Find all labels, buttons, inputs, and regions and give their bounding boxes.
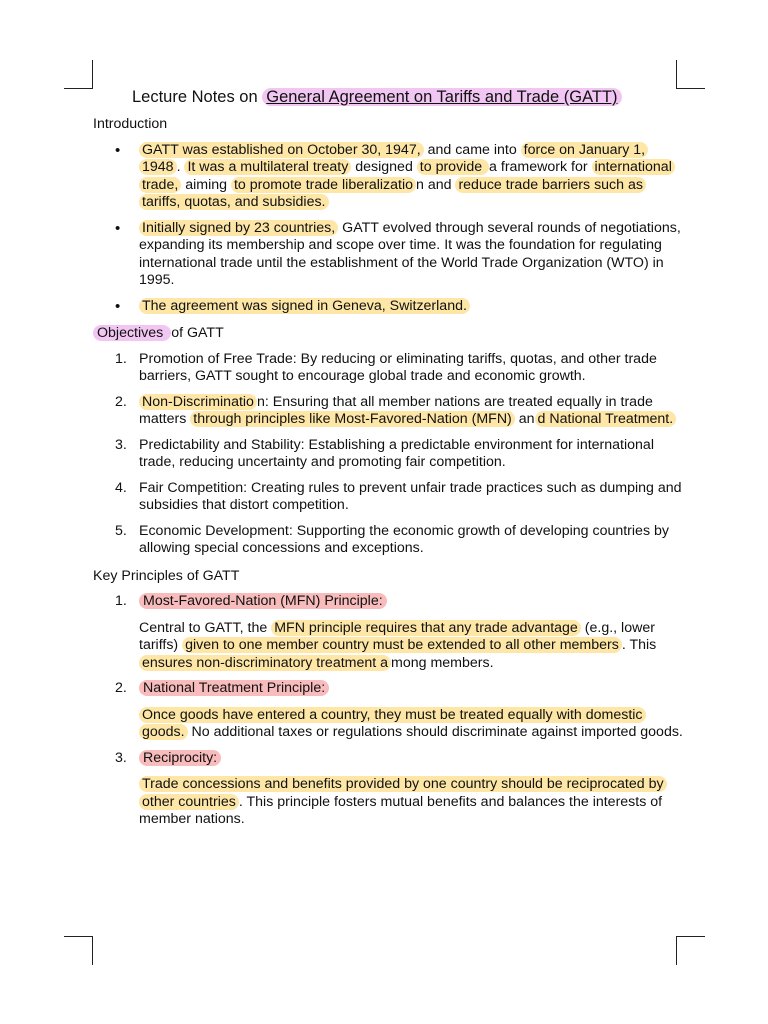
text: designed — [351, 159, 417, 175]
objectives-list — [93, 351, 683, 558]
highlight-text: to provide — [417, 159, 489, 175]
text: n and — [415, 176, 456, 193]
highlight-text: GATT was established on October 30, 1947, — [139, 142, 424, 158]
title-highlight: General Agreement on Tariffs and Trade (GATT) — [262, 88, 621, 106]
text: . This — [621, 637, 657, 653]
principle-detail — [139, 707, 683, 742]
crop-mark-top-right — [676, 60, 705, 89]
principle-detail — [139, 776, 683, 829]
highlight-text: Non-Discriminatio — [139, 394, 257, 410]
text: (e.g., lower tariffs) — [139, 619, 655, 653]
text: n: Ensuring that all member nations are treated equally in trade matters — [139, 393, 653, 427]
list-item — [93, 680, 683, 742]
highlight-text: Initially signed by 23 countries, — [139, 220, 338, 236]
list-number: 3. — [115, 749, 127, 766]
principle-title: National Treatment Principle: — [139, 680, 329, 696]
list-item — [93, 437, 683, 472]
list-item — [93, 394, 683, 429]
list-number: 4. — [115, 479, 127, 496]
list-item — [93, 593, 683, 672]
highlight-text: d National Treatment. — [535, 411, 677, 427]
highlight-text: ensures non-discriminatory treatment a — [139, 655, 391, 671]
text: mong members. — [391, 654, 494, 671]
list-item — [93, 351, 683, 386]
highlight-text: international trade, — [139, 159, 675, 193]
text: an — [514, 411, 535, 427]
list-item — [93, 142, 683, 212]
section-heading-introduction: Introduction — [93, 116, 168, 132]
list-item — [93, 523, 683, 558]
crop-mark-bottom-left — [64, 936, 93, 965]
list-item — [93, 220, 683, 290]
list-item — [93, 298, 683, 316]
introduction-list — [93, 142, 683, 316]
text: aiming — [181, 176, 231, 193]
heading-highlight: Objectives — [93, 325, 171, 341]
text: Predictability and Stability: Establishing a predictable environment for international trade, reducing uncertainty and promoting fair competition. — [139, 436, 654, 470]
principle-title: Reciprocity: — [139, 750, 221, 766]
text: GATT evolved through several rounds of negotiations, expanding its membership and scope over time. It was the foundation for regulating international trade until the establishment of the World Trade Organization (WTO) in 1995. — [139, 219, 681, 288]
highlight-text: to promote trade liberalizatio — [231, 177, 416, 193]
section-heading-objectives — [93, 325, 683, 343]
principles-list — [93, 593, 683, 829]
list-item — [93, 480, 683, 515]
title-prefix: Lecture Notes on — [132, 88, 263, 106]
highlight-text: Once goods have entered a country, they must be treated equally with domestic goods. — [139, 707, 646, 741]
text: Fair Competition: Creating rules to prevent unfair trade practices such as dumping and subsidies that distort competition. — [139, 479, 682, 513]
list-number: 3. — [115, 436, 127, 453]
text: Economic Development: Supporting the economic growth of developing countries by allowing special concessions and exceptions. — [139, 522, 669, 556]
principle-detail — [139, 620, 683, 673]
text: and came into — [423, 141, 521, 158]
document-page — [93, 86, 683, 829]
text: Central to GATT, the — [139, 619, 272, 636]
crop-mark-bottom-right — [676, 936, 705, 965]
text: a framework for — [489, 159, 592, 175]
principle-title: Most-Favored-Nation (MFN) Principle: — [139, 593, 387, 609]
list-number: 5. — [115, 522, 127, 539]
highlight-text: reduce trade barriers such as tariffs, quotas, and subsidies. — [139, 177, 646, 211]
text: . — [176, 159, 185, 175]
highlight-text: MFN principle requires that any trade advantage — [271, 620, 581, 636]
list-number: 2. — [115, 393, 127, 410]
heading-text: of GATT — [171, 325, 224, 341]
list-item — [93, 750, 683, 829]
highlight-text: It was a multilateral treaty — [184, 159, 351, 175]
highlight-text: The agreement was signed in Geneva, Switzerland. — [139, 298, 470, 314]
highlight-text: Trade concessions and benefits provided by one country should be reciprocated by other countries — [139, 776, 667, 810]
highlight-text: force on January 1, 1948 — [139, 142, 648, 176]
list-number: 1. — [115, 350, 127, 367]
list-number: 2. — [115, 680, 127, 696]
page-title — [132, 86, 683, 108]
crop-mark-top-left — [64, 60, 93, 89]
highlight-text: through principles like Most-Favored-Nation (MFN) — [190, 411, 515, 427]
highlight-text: given to one member country must be extended to all other members — [182, 637, 622, 653]
section-heading-key-principles: Key Principles of GATT — [93, 567, 240, 584]
list-number: 1. — [115, 593, 127, 609]
text: No additional taxes or regulations should discriminate against imported goods. — [187, 724, 683, 740]
text: . This principle fosters mutual benefits and balances the interests of member nations. — [139, 793, 663, 827]
text: Promotion of Free Trade: By reducing or eliminating tariffs, quotas, and other trade barriers, GATT sought to encourage global trade and economic growth. — [139, 350, 657, 384]
